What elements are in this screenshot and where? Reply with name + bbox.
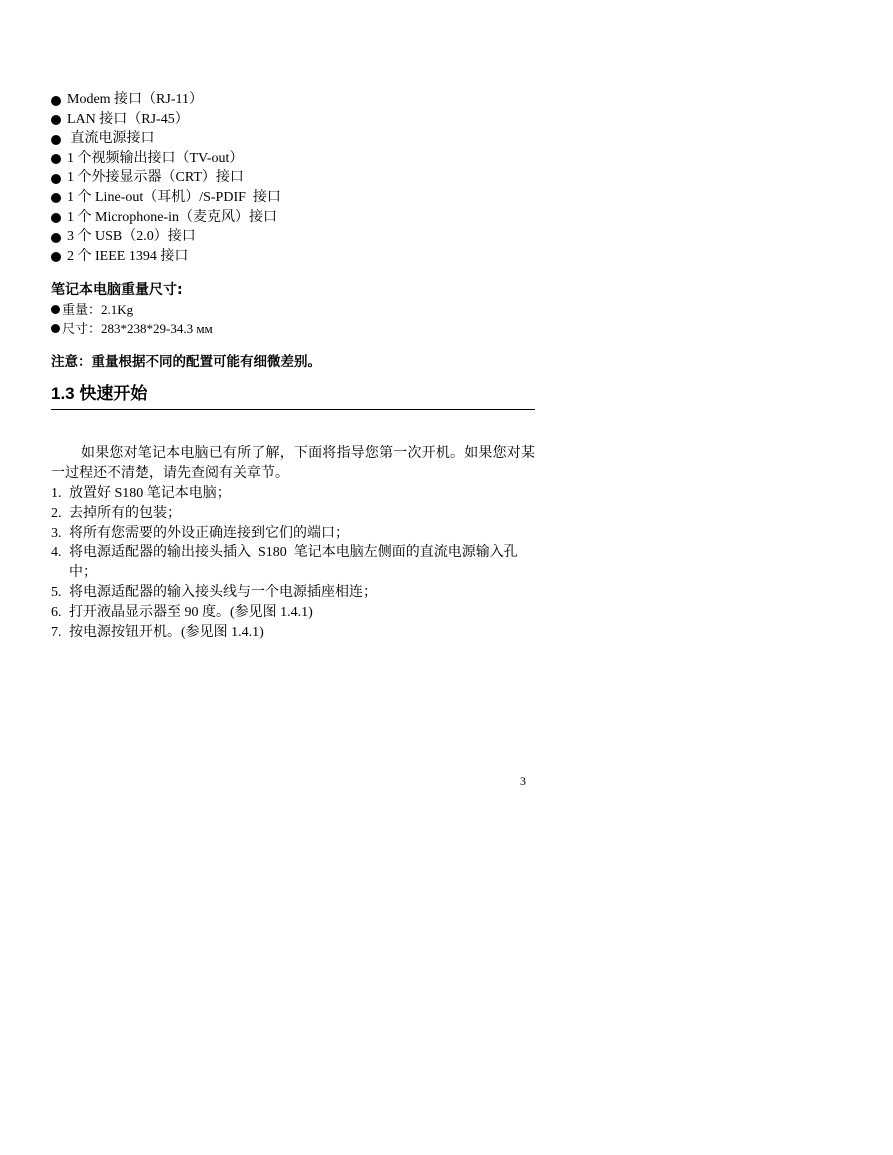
port-item-text: 1 个 Microphone-in（麦克风）接口	[67, 209, 277, 225]
bullet-icon	[51, 174, 61, 184]
step-number: 2.	[51, 505, 62, 521]
list-item	[51, 484, 535, 504]
step-text: 将电源适配器的输出接头插入 S180 笔记本电脑左侧面的直流电源输入孔中；	[69, 545, 518, 581]
port-item-text: 2 个 IEEE 1394 接口	[67, 248, 189, 264]
bullet-icon	[51, 233, 61, 243]
bullet-icon	[51, 154, 61, 164]
port-item-text: 1 个外接显示器（CRT）接口	[67, 170, 244, 186]
step-text: 打开液晶显示器至 90 度。(参见图 1.4.1)	[69, 604, 313, 620]
bullet-icon	[51, 324, 60, 333]
step-number: 5.	[51, 584, 62, 600]
bullet-icon	[51, 305, 60, 314]
port-item-text: 3 个 USB（2.0）接口	[67, 229, 196, 245]
bullet-icon	[51, 213, 61, 223]
page-number: 3	[520, 774, 526, 788]
port-item-text: Modem 接口（RJ-11）	[67, 92, 203, 107]
step-number: 1.	[51, 485, 62, 501]
spec-item-text: 尺寸：283*238*29-34.3 мм	[62, 321, 213, 337]
step-number: 4.	[51, 545, 62, 561]
bullet-icon	[51, 115, 61, 125]
list-item	[51, 188, 535, 208]
list-item	[51, 583, 535, 603]
bullet-icon	[51, 193, 61, 203]
step-number: 3.	[51, 525, 62, 541]
list-item	[51, 524, 535, 544]
step-text: 放置好 S180 笔记本电脑；	[69, 485, 231, 501]
bullet-icon	[51, 96, 61, 106]
bullet-icon	[51, 135, 61, 145]
weight-section-title: 笔记本电脑重量尺寸:	[51, 282, 183, 299]
step-number: 7.	[51, 624, 62, 640]
steps-list	[51, 484, 535, 642]
weight-spec-list	[51, 300, 535, 338]
list-item	[51, 168, 535, 188]
port-list	[51, 90, 535, 266]
port-item-text: 直流电源接口	[67, 131, 155, 147]
port-item-text: 1 个视频输出接口（TV-out）	[67, 150, 244, 166]
port-item-text: LAN 接口（RJ-45）	[67, 111, 189, 127]
list-item	[51, 90, 535, 110]
list-item	[51, 208, 535, 228]
section-heading: 1.3 快速开始	[51, 384, 148, 404]
list-item	[51, 149, 535, 169]
list-item	[51, 504, 535, 524]
list-item	[51, 129, 535, 149]
weight-note: 注意：重量根据不同的配置可能有细微差别。	[51, 354, 321, 371]
step-text: 按电源按钮开机。(参见图 1.4.1)	[69, 624, 264, 640]
step-number: 6.	[51, 604, 62, 620]
intro-paragraph: 如果您对笔记本电脑已有所了解，下面将指导您第一次开机。如果您对某一过程还不清楚，请先查阅有关章节。	[51, 446, 535, 482]
step-text: 将所有您需要的外设正确连接到它们的端口；	[69, 525, 349, 541]
list-item	[51, 300, 535, 319]
list-item	[51, 247, 535, 267]
list-item	[51, 319, 535, 338]
step-text: 去掉所有的包装；	[69, 505, 181, 521]
document-page	[51, 90, 535, 642]
list-item	[51, 623, 535, 643]
list-item	[51, 110, 535, 130]
port-item-text: 1 个 Line-out（耳机）/S-PDIF 接口	[67, 189, 281, 205]
section-heading-rule	[51, 382, 535, 410]
list-item	[51, 543, 535, 583]
bullet-icon	[51, 252, 61, 262]
list-item	[51, 227, 535, 247]
step-text: 将电源适配器的输入接头线与一个电源插座相连；	[69, 584, 377, 600]
list-item	[51, 603, 535, 623]
spec-item-text: 重量：2.1Kg	[62, 302, 134, 318]
